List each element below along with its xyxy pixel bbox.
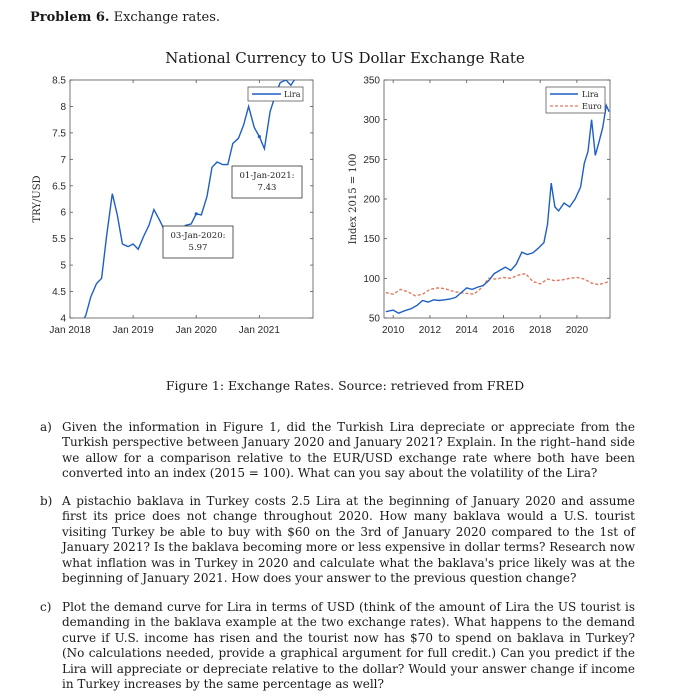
index-ytick-label: 350 xyxy=(363,75,380,87)
index-ytick-label: 250 xyxy=(363,154,380,166)
index-series-lira-line xyxy=(386,105,609,313)
index-xtick-label: 2018 xyxy=(529,325,552,336)
index-xtick-label: 2014 xyxy=(455,325,478,336)
question-a xyxy=(40,420,635,482)
index-xtick-label: 2020 xyxy=(565,325,589,336)
lira-datatip-value: 7.43 xyxy=(257,183,277,193)
question-b-text: A pistachio baklava in Turkey costs 2.5 Lira at the beginning of January 2020 and assume first its price does not change throughout 2020. How many baklava would a U.S. tourist visiting Turkey be able to buy with $60 on the 3rd of January 2020 compared to the 1st of January 2021? Is the baklava becoming more or less expensive in dollar terms? Research now what inflation was in Turkey in 2020 and calculate what the baklava's price likely was at the beginning of January 2021. How does your answer to the previous question change? xyxy=(62,494,635,586)
lira-ytick-label: 6 xyxy=(60,207,66,219)
figure-title: National Currency to US Dollar Exchange Rate xyxy=(165,49,525,67)
lira-legend-label-lira: Lira xyxy=(284,90,301,99)
index-series-euro-line xyxy=(386,274,609,296)
index-plot-frame xyxy=(384,80,610,318)
lira-xtick-label: Jan 2021 xyxy=(238,325,280,336)
lira-ytick-label: 7.5 xyxy=(52,128,66,140)
lira-datatip-marker xyxy=(195,212,198,215)
index-ytick-label: 100 xyxy=(363,273,380,285)
lira-datatip-date: 01-Jan-2021: xyxy=(239,171,295,181)
index-ytick-label: 50 xyxy=(368,313,380,325)
question-a-label: a) xyxy=(40,420,52,434)
lira-ytick-label: 8.5 xyxy=(52,75,66,87)
index-ytick-label: 200 xyxy=(363,194,380,206)
lira-datatip-value: 5.97 xyxy=(188,243,208,253)
index-xtick-label: 2012 xyxy=(418,325,442,336)
lira-ytick-label: 5 xyxy=(60,260,66,272)
question-c xyxy=(40,600,635,692)
question-b xyxy=(40,494,635,586)
question-c-label: c) xyxy=(40,600,52,614)
lira-xtick-label: Jan 2020 xyxy=(175,325,217,336)
lira-ytick-label: 6.5 xyxy=(52,181,66,193)
index-xtick-label: 2016 xyxy=(492,325,515,336)
lira-series-lira-line xyxy=(70,75,312,330)
lira-y-axis-label: TRY/USD xyxy=(32,175,43,223)
index-ytick-label: 300 xyxy=(363,115,380,127)
problem-label: Problem 6. xyxy=(30,10,110,25)
question-c-text: Plot the demand curve for Lira in terms of USD (think of the amount of Lira the US tourist is demanding in the baklava example at the two exchange rates). What happens to the demand curve if U.S. income has risen and the tourist now has $70 to spend on baklava in Turkey? (No calculations needed, provide a graphical argument for full credit.) Can you predict if the Lira will appreciate or depreciate relative to the dollar? Would your answer change if income in Turkey increases by the same percentage as well? xyxy=(62,600,635,692)
index-xtick-label: 2010 xyxy=(382,325,405,336)
index-legend-label-lira: Lira xyxy=(582,90,599,99)
lira-ytick-label: 4 xyxy=(60,313,66,325)
problem-title: Exchange rates. xyxy=(113,10,221,25)
lira-ytick-label: 4.5 xyxy=(52,287,66,299)
lira-datatip-date: 03-Jan-2020: xyxy=(170,231,226,241)
lira-plot-frame xyxy=(70,80,313,318)
question-a-text: Given the information in Figure 1, did the Turkish Lira depreciate or appreciate from the Turkish perspective between January 2020 and January 2021? Explain. In the right–hand side we allow for a comparison relative to the EUR/USD exchange rate where both have been converted into an index (2015 = 100). What can you say about the volatility of the Lira? xyxy=(62,420,635,481)
lira-datatip-marker xyxy=(258,135,261,138)
lira-ytick-label: 8 xyxy=(60,101,66,113)
lira-xtick-label: Jan 2019 xyxy=(112,325,154,336)
index-ytick-label: 150 xyxy=(363,234,380,246)
lira-ytick-label: 5.5 xyxy=(52,234,66,246)
index-y-axis-label: Index 2015 = 100 xyxy=(348,153,359,245)
lira-ytick-label: 7 xyxy=(60,154,66,166)
figure-caption: Figure 1: Exchange Rates. Source: retrieved from FRED xyxy=(165,378,525,393)
question-b-label: b) xyxy=(40,494,53,508)
lira-xtick-label: Jan 2018 xyxy=(49,325,91,336)
index-legend-label-euro: Euro xyxy=(582,102,602,111)
